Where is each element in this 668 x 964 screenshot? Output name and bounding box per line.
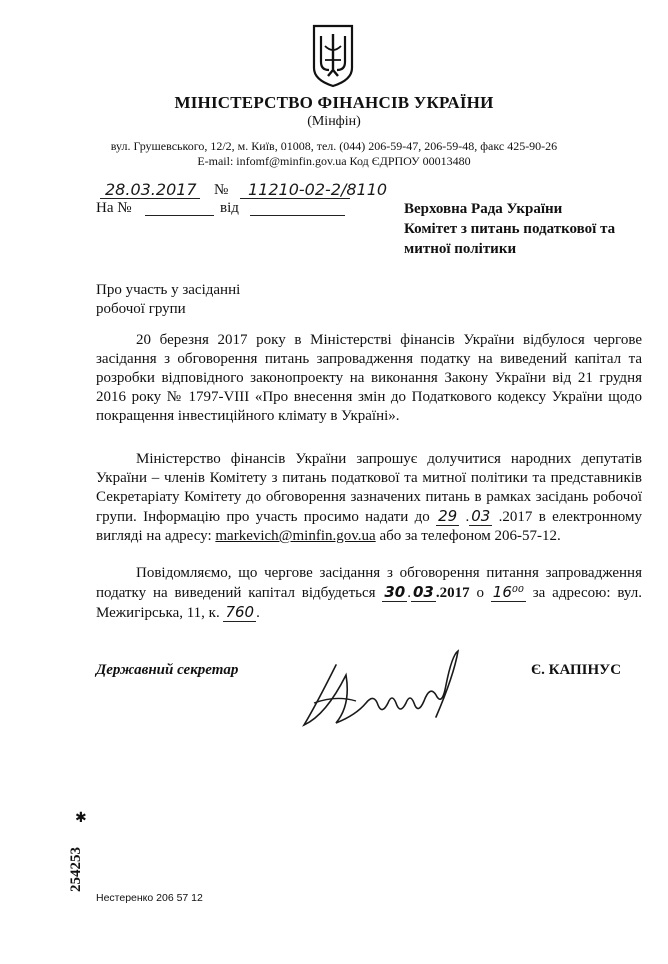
p2-handwritten-day: 29 <box>438 507 458 525</box>
ministry-name: МІНІСТЕРСТВО ФІНАНСІВ УКРАЇНИ <box>174 93 494 112</box>
body-paragraph-2 <box>96 450 642 546</box>
signatory-name: Є. КАПІНУС <box>531 662 622 678</box>
number-underline <box>240 198 350 199</box>
incoming-date-label: від <box>220 200 239 216</box>
ministry-address: вул. Грушевського, 12/2, м. Київ, 01008, тел. (044) 206-59-47, 206-59-48, факс 425-90-26 <box>110 139 558 153</box>
p2-email-link[interactable]: markevich@minfin.gov.ua <box>215 528 376 544</box>
subject-block <box>96 281 346 319</box>
body-paragraph-1: 20 березня 2017 року в Міністерстві фінансів України відбулося чергове засідання з обговорення питань запровадження податку на виведений капітал та розробки відповідного законопроекту на виконання Закону України від 21 грудня 2016 року № 1797-VIII «Про внесення змін до Податкового кодексу України щодо покращення інвестиційного клімату в Україні». <box>96 332 642 424</box>
ministry-short-name: (Мінфін) <box>307 114 361 129</box>
p2-text-start: Міністерство фінансів України запрошує долучитися народних депутатів України – членів Комітету з питань податкової та митної політики та представників Секретаріату Комітету до обговорення зазначених питань в рамках засідань робочої групи. Інформацію про участь просимо надати до <box>96 451 642 525</box>
incoming-date-line <box>250 215 345 216</box>
recipient-line2: Комітет з питань податкової та митної політики <box>404 221 616 257</box>
number-symbol: № <box>214 182 229 198</box>
p2-text-end: або за телефоном 206-57-12. <box>375 528 561 544</box>
p3-date-separator: . <box>407 585 411 601</box>
p3-handwritten-time: 16⁰⁰ <box>492 583 524 601</box>
executor-contact: Нестеренко 206 57 12 <box>96 892 203 904</box>
p3-text-end: . <box>256 605 260 621</box>
p3-text-mid: за адресою: вул. Межигірська, 11, к. <box>96 585 642 621</box>
incoming-number-line <box>145 215 214 216</box>
ministry-email-code: E-mail: infomf@minfin.gov.ua Код ЄДРПОУ 00013480 <box>197 154 471 168</box>
recipient-line1: Верховна Рада України <box>404 201 563 217</box>
p3-handwritten-room: 760 <box>225 603 255 621</box>
registration-star-icon: ✱ <box>75 811 87 826</box>
body-paragraph-3 <box>96 564 642 623</box>
recipient-block <box>404 199 644 259</box>
p3-o: о <box>469 585 491 601</box>
outgoing-date: 28.03.2017 <box>105 180 197 199</box>
signatory-title: Державний секретар <box>96 662 239 678</box>
p2-text-mid: .2017 в електронному вигляді на адресу: <box>96 509 642 544</box>
p3-handwritten-month: 03 <box>413 583 434 601</box>
incoming-number-label: На № <box>96 200 132 216</box>
p2-handwritten-month: 03 <box>471 507 491 525</box>
p3-year: .2017 <box>435 585 470 601</box>
subject-line2: робочої групи <box>96 301 186 317</box>
trident-coat-of-arms-icon <box>311 24 355 88</box>
registration-number: 254253 <box>68 847 84 892</box>
p3-handwritten-day: 30 <box>384 583 406 601</box>
p3-text-start: Повідомляємо, що чергове засідання з обговорення питання запровадження податку на виведений капітал відбудеться <box>96 565 642 601</box>
handwritten-signature <box>296 645 466 735</box>
p2-date-separator: . <box>459 509 470 525</box>
subject-line1: Про участь у засіданні <box>96 282 241 298</box>
date-underline <box>100 198 200 199</box>
outgoing-number: 11210-02-2/8110 <box>248 180 388 199</box>
